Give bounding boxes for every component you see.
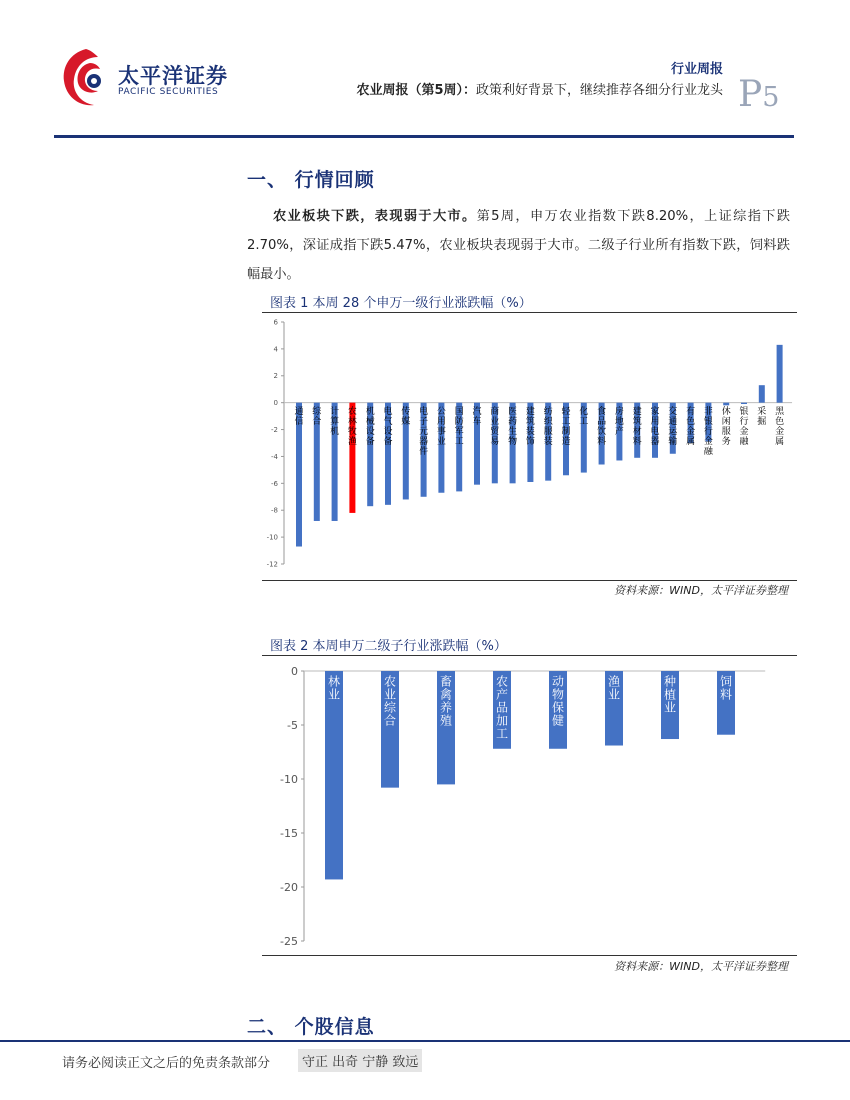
category-label: 房地产 (614, 407, 624, 438)
category-label: 机械设备 (365, 407, 375, 448)
category-label: 食品饮料 (597, 407, 607, 448)
paragraph-body: 第5周，申万农业指数下跌8.20%，上证综指下跌2.70%，深证成指下跌5.47%，农业板块表现弱于大市。二级子行业所有指数下跌，饲料跌幅最小。 (247, 209, 790, 282)
paragraph-lead: 农业板块下跌，表现弱于大市。 (273, 209, 477, 224)
page-number (738, 74, 779, 115)
category-label: 综合 (312, 407, 322, 428)
category-label: 电气设备 (383, 407, 393, 448)
y-tick-label: 2 (273, 372, 278, 381)
category-label: 纺织服装 (543, 407, 553, 448)
y-tick-label: 4 (273, 345, 278, 354)
market-review-paragraph (247, 202, 790, 289)
report-title-rest: 政策利好背景下，继续推荐各细分行业龙头 (475, 83, 723, 98)
category-label: 汽车 (472, 407, 482, 428)
y-tick-label: -6 (271, 479, 278, 488)
chart-industry-returns (262, 314, 797, 580)
bar-林业 (325, 671, 343, 879)
report-title-bold: 农业周报（第5周）： (356, 83, 476, 98)
category-label: 动物保健 (551, 674, 565, 728)
bar-黑色金属 (777, 345, 783, 403)
category-label: 家用电器 (650, 407, 660, 448)
category-label: 传媒 (401, 407, 411, 428)
figure1-caption: 图表 1 本周 28 个申万一级行业涨跌幅（%） (270, 296, 532, 311)
category-label: 国防军工 (454, 407, 464, 448)
category-label: 商业贸易 (490, 407, 500, 448)
y-tick-label: -8 (271, 506, 278, 515)
y-tick-label: -5 (287, 718, 298, 732)
figure2-bottom-rule (262, 955, 797, 956)
category-label: 化工 (579, 407, 589, 428)
bar-休闲服务 (723, 403, 729, 406)
category-label: 农林牧渔 (347, 407, 357, 448)
category-label: 交通运输 (668, 407, 678, 448)
category-label: 医药生物 (508, 407, 518, 448)
category-label: 建筑材料 (632, 407, 642, 448)
category-label: 轻工制造 (561, 407, 571, 448)
category-label: 计算机 (330, 407, 340, 438)
y-tick-label: 0 (291, 664, 298, 678)
footer-divider (0, 1040, 850, 1042)
category-label: 饲料 (719, 674, 733, 702)
y-tick-label: -20 (280, 880, 298, 894)
section-heading-market-review: 一、 行情回顾 (247, 169, 375, 191)
category-label: 银行金融 (739, 407, 749, 448)
page-number-value: 5 (762, 82, 780, 113)
category-label: 采掘 (757, 407, 767, 428)
figure1-source: 资料来源：WIND，太平洋证券整理 (614, 584, 788, 597)
report-title (356, 79, 723, 98)
y-tick-label: -10 (280, 772, 298, 786)
bar-采掘 (759, 385, 765, 402)
category-label: 农产品加工 (495, 674, 509, 741)
category-label: 种植业 (663, 674, 677, 715)
category-label: 公用事业 (436, 407, 446, 448)
y-tick-label: -25 (280, 934, 298, 948)
logo-english-name: PACIFIC SECURITIES (118, 87, 219, 97)
pacific-securities-logo-icon (60, 45, 112, 111)
y-tick-label: -10 (266, 533, 278, 542)
figure1-bottom-rule (262, 580, 797, 581)
y-tick-label: 0 (273, 399, 278, 408)
y-tick-label: -12 (266, 560, 278, 569)
category-label: 建筑装饰 (525, 407, 535, 448)
footer-disclaimer: 请务必阅读正文之后的免责条款部分 (62, 1056, 271, 1071)
page-letter: P (738, 74, 763, 115)
report-category: 行业周报 (670, 62, 723, 77)
section-heading-stock-info: 二、 个股信息 (247, 1016, 375, 1038)
category-label: 农业综合 (383, 674, 397, 728)
header-divider (54, 135, 794, 138)
category-label: 畜禽养殖 (439, 674, 453, 728)
category-label: 电子元器件 (419, 407, 429, 458)
category-label: 林业 (327, 674, 341, 702)
category-label: 通信 (294, 407, 304, 428)
chart-subindustry-returns (262, 657, 797, 955)
category-label: 休闲服务 (721, 407, 731, 448)
category-label: 渔业 (607, 674, 621, 702)
logo-chinese-name: 太平洋证券 (118, 64, 228, 88)
category-label: 有色金属 (686, 407, 696, 448)
bar-银行金融 (741, 403, 747, 404)
figure1-top-rule (262, 312, 797, 313)
category-label: 黑色金属 (775, 407, 785, 448)
y-tick-label: -2 (271, 426, 278, 435)
category-label: 非银行金融 (703, 407, 713, 458)
figure2-source: 资料来源：WIND，太平洋证券整理 (614, 960, 788, 973)
footer-motto: 守正 出奇 宁静 致远 (298, 1049, 422, 1072)
y-tick-label: 6 (273, 318, 278, 327)
y-tick-label: -4 (271, 452, 278, 461)
figure2-top-rule (262, 655, 797, 656)
figure2-caption: 图表 2 本周申万二级子行业涨跌幅（%） (270, 639, 507, 654)
y-tick-label: -15 (280, 826, 298, 840)
